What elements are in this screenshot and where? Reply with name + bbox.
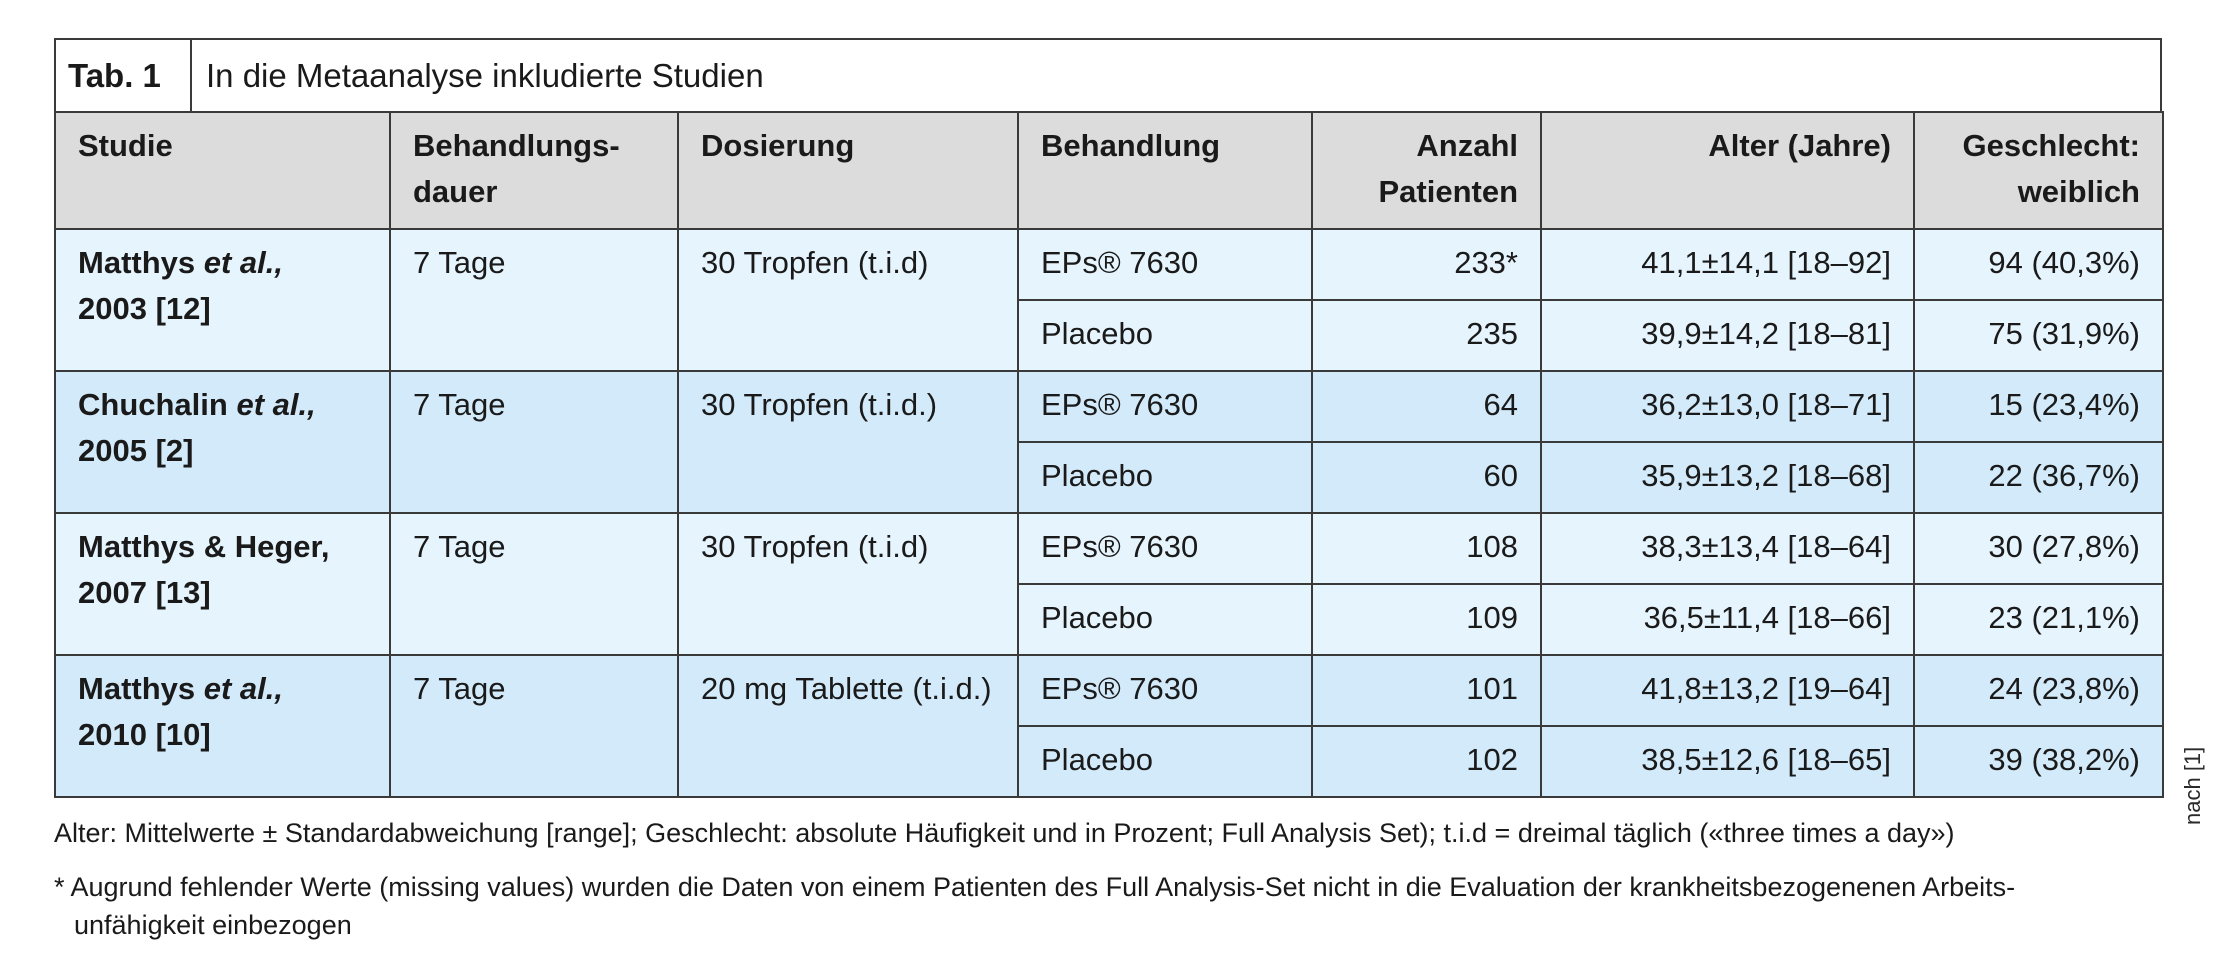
study-author: Matthys & Heger, xyxy=(78,529,330,564)
treatment-cell: EPs® 7630 xyxy=(1018,229,1312,300)
table-row xyxy=(55,229,2163,300)
table-header-row xyxy=(55,112,2163,229)
dosage-cell: 30 Tropfen (t.i.d) xyxy=(678,513,1018,655)
age-cell: 38,3±13,4 [18–64] xyxy=(1541,513,1914,584)
table-body xyxy=(55,229,2163,797)
table-caption xyxy=(54,38,2162,111)
duration-cell: 7 Tage xyxy=(390,229,678,371)
dosage-cell: 30 Tropfen (t.i.d.) xyxy=(678,371,1018,513)
column-header: Anzahl Patienten xyxy=(1312,112,1541,229)
data-table-container xyxy=(54,38,2162,798)
treatment-cell: EPs® 7630 xyxy=(1018,371,1312,442)
footnote-missing-values-line2: unfähigkeit einbezogen xyxy=(74,910,352,940)
patients-cell: 108 xyxy=(1312,513,1541,584)
treatment-cell: EPs® 7630 xyxy=(1018,513,1312,584)
study-etal: et al., xyxy=(236,387,316,422)
column-header: Alter (Jahre) xyxy=(1541,112,1914,229)
duration-cell: 7 Tage xyxy=(390,655,678,797)
footnote-abbreviations: Alter: Mittelwerte ± Standardabweichung [range]; Geschlecht: absolute Häufigkeit und in Prozent; Full Analysis Set); t.i.d = dreimal täglich («three times a day») xyxy=(54,818,1955,848)
study-name-cell xyxy=(55,655,390,797)
table-row xyxy=(55,655,2163,726)
female-cell: 24 (23,8%) xyxy=(1914,655,2163,726)
treatment-cell: Placebo xyxy=(1018,584,1312,655)
age-cell: 41,1±14,1 [18–92] xyxy=(1541,229,1914,300)
column-header: Behandlung xyxy=(1018,112,1312,229)
study-name-cell xyxy=(55,513,390,655)
study-author: Matthys xyxy=(78,671,204,706)
column-header: Geschlecht: weiblich xyxy=(1914,112,2163,229)
treatment-cell: Placebo xyxy=(1018,300,1312,371)
female-cell: 30 (27,8%) xyxy=(1914,513,2163,584)
age-cell: 41,8±13,2 [19–64] xyxy=(1541,655,1914,726)
patients-cell: 233* xyxy=(1312,229,1541,300)
female-cell: 75 (31,9%) xyxy=(1914,300,2163,371)
female-cell: 94 (40,3%) xyxy=(1914,229,2163,300)
female-cell: 22 (36,7%) xyxy=(1914,442,2163,513)
study-author: Chuchalin xyxy=(78,387,237,422)
table-row xyxy=(55,371,2163,442)
dosage-cell: 30 Tropfen (t.i.d) xyxy=(678,229,1018,371)
source-note-text: nach [1] xyxy=(2180,746,2205,825)
duration-cell: 7 Tage xyxy=(390,371,678,513)
patients-cell: 102 xyxy=(1312,726,1541,797)
age-cell: 36,5±11,4 [18–66] xyxy=(1541,584,1914,655)
patients-cell: 235 xyxy=(1312,300,1541,371)
age-cell: 38,5±12,6 [18–65] xyxy=(1541,726,1914,797)
study-name-cell xyxy=(55,229,390,371)
female-cell: 39 (38,2%) xyxy=(1914,726,2163,797)
study-etal: et al., xyxy=(203,671,284,706)
patients-cell: 64 xyxy=(1312,371,1541,442)
female-cell: 23 (21,1%) xyxy=(1914,584,2163,655)
study-author: Matthys xyxy=(78,245,204,280)
column-header: Dosierung xyxy=(678,112,1018,229)
table-title: In die Metaanalyse inkludierte Studien xyxy=(206,56,764,94)
footnote-missing-values-line1: * Augrund fehlender Werte (missing values) wurden die Daten von einem Patienten des Full Analysis-Set nicht in die Evaluation der krankheitsbezogenenen Arbeits- xyxy=(54,872,2016,902)
study-year-ref: 2005 [2] xyxy=(78,433,194,468)
dosage-cell: 20 mg Tablette (t.i.d.) xyxy=(678,655,1018,797)
study-year-ref: 2003 [12] xyxy=(78,291,211,326)
study-year-ref: 2007 [13] xyxy=(78,575,211,610)
duration-cell: 7 Tage xyxy=(390,513,678,655)
study-etal: et al., xyxy=(203,245,284,280)
patients-cell: 101 xyxy=(1312,655,1541,726)
study-year-ref: 2010 [10] xyxy=(78,717,211,752)
age-cell: 35,9±13,2 [18–68] xyxy=(1541,442,1914,513)
age-cell: 36,2±13,0 [18–71] xyxy=(1541,371,1914,442)
patients-cell: 109 xyxy=(1312,584,1541,655)
table-row xyxy=(55,513,2163,584)
studies-table xyxy=(54,111,2164,798)
table-number: Tab. 1 xyxy=(56,40,192,111)
age-cell: 39,9±14,2 [18–81] xyxy=(1541,300,1914,371)
treatment-cell: Placebo xyxy=(1018,726,1312,797)
treatment-cell: Placebo xyxy=(1018,442,1312,513)
study-name-cell xyxy=(55,371,390,513)
source-note xyxy=(2180,746,2210,825)
treatment-cell: EPs® 7630 xyxy=(1018,655,1312,726)
female-cell: 15 (23,4%) xyxy=(1914,371,2163,442)
column-header: Studie xyxy=(55,112,390,229)
footnote-missing-values xyxy=(54,868,2154,944)
patients-cell: 60 xyxy=(1312,442,1541,513)
column-header: Behandlungs- dauer xyxy=(390,112,678,229)
